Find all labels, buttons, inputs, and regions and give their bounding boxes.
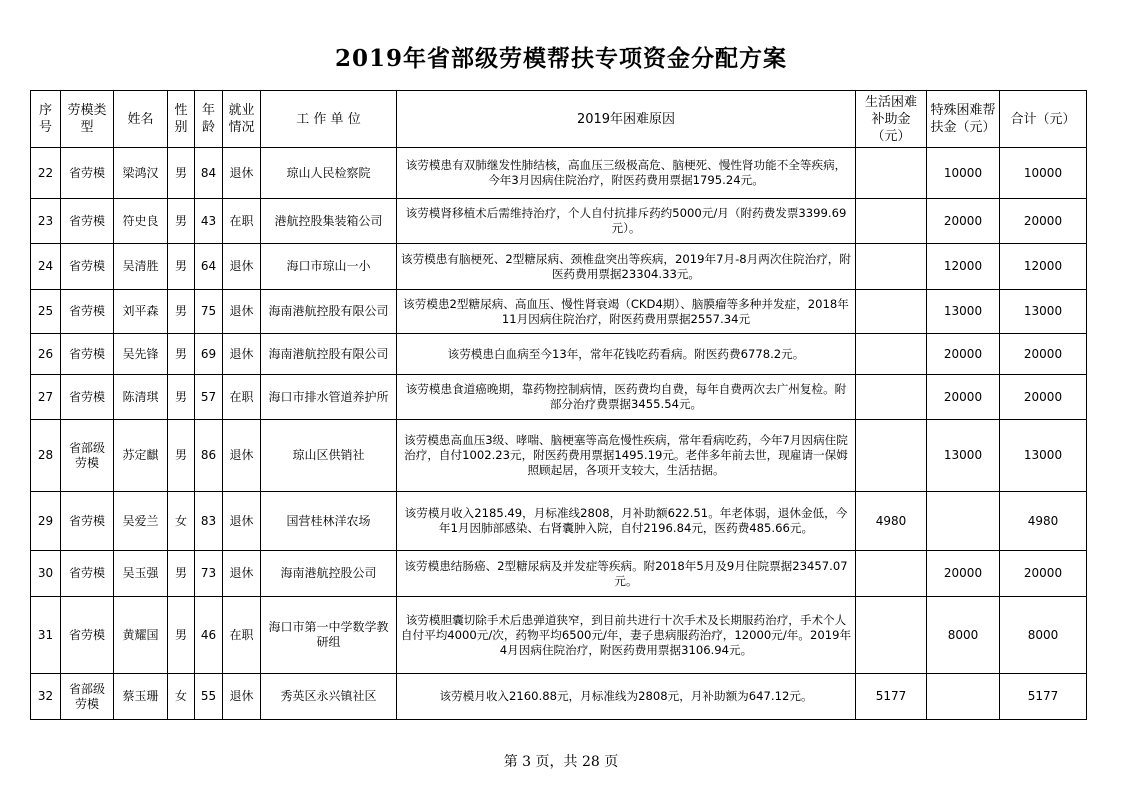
allocation-table	[30, 90, 1087, 720]
unit-cell: 海南港航控股有限公司	[261, 290, 397, 334]
unit-cell: 国营桂林洋农场	[261, 492, 397, 551]
name-cell: 吴玉强	[114, 551, 168, 597]
unit-cell: 琼山区供销社	[261, 420, 397, 492]
special-cell: 20000	[927, 375, 1000, 420]
table-body	[31, 148, 1087, 720]
total-cell: 20000	[1000, 375, 1087, 420]
reason-cell: 该劳模患2型糖尿病、高血压、慢性肾衰竭（CKD4期）、脑膜瘤等多种并发症，2018年11月因病住院治疗，附医药费用票据2557.34元	[397, 290, 856, 334]
special-cell	[927, 674, 1000, 720]
living-cell	[856, 290, 927, 334]
gender-cell: 男	[168, 597, 195, 674]
type-cell: 省劳模	[61, 244, 114, 290]
status-cell: 退休	[223, 551, 261, 597]
header-type: 劳模类型	[61, 91, 114, 148]
age-cell: 73	[195, 551, 223, 597]
type-cell: 省部级劳模	[61, 420, 114, 492]
table-row	[31, 290, 1087, 334]
type-cell: 省劳模	[61, 290, 114, 334]
reason-cell: 该劳模肾移植术后需维持治疗，个人自付抗排斥药约5000元/月（附药费发票3399.69元）。	[397, 199, 856, 244]
unit-cell: 海口市琼山一小	[261, 244, 397, 290]
type-cell: 省劳模	[61, 199, 114, 244]
seq-cell: 30	[31, 551, 61, 597]
name-cell: 吴先锋	[114, 334, 168, 375]
seq-cell: 26	[31, 334, 61, 375]
reason-cell: 该劳模患食道癌晚期，靠药物控制病情，医药费均自费，每年自费两次去广州复检。附部分治疗费票据3455.54元。	[397, 375, 856, 420]
age-cell: 55	[195, 674, 223, 720]
living-cell	[856, 199, 927, 244]
total-cell: 12000	[1000, 244, 1087, 290]
age-cell: 57	[195, 375, 223, 420]
seq-cell: 28	[31, 420, 61, 492]
status-cell: 退休	[223, 148, 261, 199]
reason-cell: 该劳模月收入2160.88元，月标准线为2808元，月补助额为647.12元。	[397, 674, 856, 720]
living-cell	[856, 244, 927, 290]
total-cell: 20000	[1000, 199, 1087, 244]
gender-cell: 男	[168, 420, 195, 492]
type-cell: 省劳模	[61, 375, 114, 420]
status-cell: 退休	[223, 420, 261, 492]
seq-cell: 24	[31, 244, 61, 290]
gender-cell: 女	[168, 492, 195, 551]
header-status: 就业情况	[223, 91, 261, 148]
reason-cell: 该劳模患高血压3级、哮喘、脑梗塞等高危慢性疾病，常年看病吃药，今年7月因病住院治疗，自付1002.23元，附医药费用票据1495.19元。老伴多年前去世，现雇请一保姆照顾起居，各项开支较大，生活拮据。	[397, 420, 856, 492]
type-cell: 省劳模	[61, 597, 114, 674]
header-unit: 工 作 单 位	[261, 91, 397, 148]
table-row	[31, 551, 1087, 597]
name-cell: 黄耀国	[114, 597, 168, 674]
header-row	[31, 91, 1087, 148]
unit-cell: 海口市排水管道养护所	[261, 375, 397, 420]
age-cell: 75	[195, 290, 223, 334]
gender-cell: 女	[168, 674, 195, 720]
table-row	[31, 199, 1087, 244]
seq-cell: 31	[31, 597, 61, 674]
seq-cell: 27	[31, 375, 61, 420]
age-cell: 43	[195, 199, 223, 244]
header-living: 生活困难补助金（元）	[856, 91, 927, 148]
special-cell: 10000	[927, 148, 1000, 199]
age-cell: 86	[195, 420, 223, 492]
unit-cell: 海南港航控股公司	[261, 551, 397, 597]
reason-cell: 该劳模患结肠癌、2型糖尿病及并发症等疾病。附2018年5月及9月住院票据23457.07元。	[397, 551, 856, 597]
status-cell: 退休	[223, 290, 261, 334]
unit-cell: 港航控股集装箱公司	[261, 199, 397, 244]
seq-cell: 22	[31, 148, 61, 199]
name-cell: 符史良	[114, 199, 168, 244]
special-cell	[927, 492, 1000, 551]
reason-cell: 该劳模胆囊切除手术后患弹道狭窄，到目前共进行十次手术及长期服药治疗，手术个人自付平均4000元/次，药物平均6500元/年，妻子患病服药治疗，12000元/年。2019年4月因病住院治疗，附医药费用票据3106.94元。	[397, 597, 856, 674]
living-cell	[856, 597, 927, 674]
gender-cell: 男	[168, 334, 195, 375]
status-cell: 在职	[223, 597, 261, 674]
type-cell: 省劳模	[61, 334, 114, 375]
table-row	[31, 334, 1087, 375]
name-cell: 刘平森	[114, 290, 168, 334]
name-cell: 吴爱兰	[114, 492, 168, 551]
living-cell	[856, 148, 927, 199]
age-cell: 84	[195, 148, 223, 199]
living-cell	[856, 551, 927, 597]
gender-cell: 男	[168, 148, 195, 199]
living-cell: 4980	[856, 492, 927, 551]
special-cell: 12000	[927, 244, 1000, 290]
table-row	[31, 597, 1087, 674]
total-cell: 13000	[1000, 290, 1087, 334]
unit-cell: 海口市第一中学数学教研组	[261, 597, 397, 674]
special-cell: 20000	[927, 199, 1000, 244]
table-row	[31, 492, 1087, 551]
type-cell: 省劳模	[61, 551, 114, 597]
reason-cell: 该劳模月收入2185.49，月标准线2808，月补助额622.51。年老体弱，退休金低，今年1月因肺部感染、右肾囊肿入院，自付2196.84元，医药费485.66元。	[397, 492, 856, 551]
total-cell: 20000	[1000, 334, 1087, 375]
special-cell: 20000	[927, 334, 1000, 375]
age-cell: 83	[195, 492, 223, 551]
header-total: 合计（元）	[1000, 91, 1087, 148]
reason-cell: 该劳模患白血病至今13年，常年花钱吃药看病。附医药费6778.2元。	[397, 334, 856, 375]
seq-cell: 32	[31, 674, 61, 720]
header-gender: 性别	[168, 91, 195, 148]
living-cell	[856, 375, 927, 420]
special-cell: 13000	[927, 420, 1000, 492]
page-footer: 第 3 页，共 28 页	[503, 754, 619, 770]
table-row	[31, 148, 1087, 199]
age-cell: 46	[195, 597, 223, 674]
seq-cell: 29	[31, 492, 61, 551]
status-cell: 退休	[223, 334, 261, 375]
special-cell: 20000	[927, 551, 1000, 597]
type-cell: 省劳模	[61, 492, 114, 551]
total-cell: 13000	[1000, 420, 1087, 492]
header-seq: 序号	[31, 91, 61, 148]
reason-cell: 该劳模患有脑梗死、2型糖尿病、颈椎盘突出等疾病，2019年7月-8月两次住院治疗，附医药费用票据23304.33元。	[397, 244, 856, 290]
table-row	[31, 244, 1087, 290]
age-cell: 69	[195, 334, 223, 375]
gender-cell: 男	[168, 244, 195, 290]
unit-cell: 琼山人民检察院	[261, 148, 397, 199]
reason-cell: 该劳模患有双肺继发性肺结核，高血压三级极高危、脑梗死、慢性肾功能不全等疾病，今年3月因病住院治疗，附医药费用票据1795.24元。	[397, 148, 856, 199]
gender-cell: 男	[168, 551, 195, 597]
name-cell: 吴清胜	[114, 244, 168, 290]
total-cell: 20000	[1000, 551, 1087, 597]
name-cell: 梁鸿汉	[114, 148, 168, 199]
gender-cell: 男	[168, 199, 195, 244]
header-reason: 2019年困难原因	[397, 91, 856, 148]
status-cell: 在职	[223, 199, 261, 244]
status-cell: 退休	[223, 492, 261, 551]
unit-cell: 海南港航控股有限公司	[261, 334, 397, 375]
gender-cell: 男	[168, 375, 195, 420]
table-row	[31, 674, 1087, 720]
seq-cell: 25	[31, 290, 61, 334]
total-cell: 5177	[1000, 674, 1087, 720]
gender-cell: 男	[168, 290, 195, 334]
total-cell: 8000	[1000, 597, 1087, 674]
status-cell: 在职	[223, 375, 261, 420]
name-cell: 苏定麒	[114, 420, 168, 492]
status-cell: 退休	[223, 674, 261, 720]
table-row	[31, 420, 1087, 492]
total-cell: 4980	[1000, 492, 1087, 551]
age-cell: 64	[195, 244, 223, 290]
status-cell: 退休	[223, 244, 261, 290]
page-title: 2019年省部级劳模帮扶专项资金分配方案	[334, 45, 787, 72]
header-special: 特殊困难帮扶金（元）	[927, 91, 1000, 148]
seq-cell: 23	[31, 199, 61, 244]
unit-cell: 秀英区永兴镇社区	[261, 674, 397, 720]
special-cell: 13000	[927, 290, 1000, 334]
type-cell: 省劳模	[61, 148, 114, 199]
living-cell	[856, 420, 927, 492]
table-row	[31, 375, 1087, 420]
name-cell: 蔡玉珊	[114, 674, 168, 720]
header-age: 年龄	[195, 91, 223, 148]
type-cell: 省部级劳模	[61, 674, 114, 720]
name-cell: 陈清琪	[114, 375, 168, 420]
header-name: 姓名	[114, 91, 168, 148]
special-cell: 8000	[927, 597, 1000, 674]
living-cell: 5177	[856, 674, 927, 720]
total-cell: 10000	[1000, 148, 1087, 199]
living-cell	[856, 334, 927, 375]
